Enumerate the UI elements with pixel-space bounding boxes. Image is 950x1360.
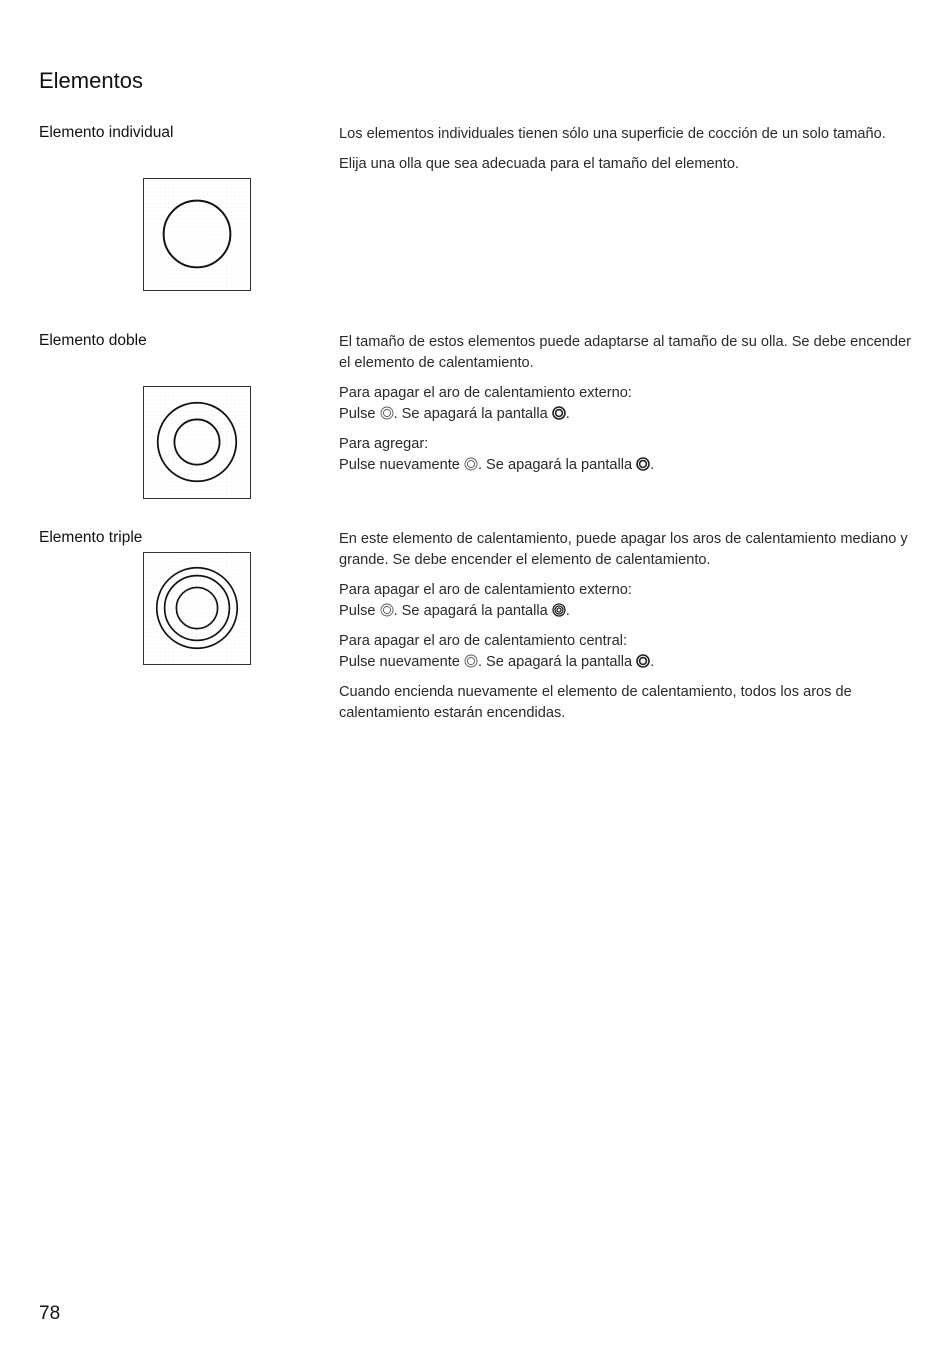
triple-element-diagram-icon bbox=[143, 552, 251, 665]
instruction-text: . Se apagará la pantalla bbox=[477, 457, 637, 473]
paragraph: Cuando encienda nuevamente el elemento de calentamiento, todos los aros de calentamiento estarán encendidas. bbox=[339, 684, 852, 721]
paragraph bbox=[339, 383, 914, 425]
section-title: Elemento doble bbox=[39, 332, 147, 349]
paragraph: Elija una olla que sea adecuada para el tamaño del elemento. bbox=[339, 156, 739, 172]
instruction-text: Pulse bbox=[339, 603, 380, 619]
instruction-text: Pulse bbox=[339, 406, 380, 422]
section-title: Elemento triple bbox=[39, 529, 143, 546]
ring-display-icon bbox=[552, 406, 566, 420]
instruction-text: . bbox=[565, 406, 570, 422]
ring-button-icon bbox=[380, 406, 394, 420]
instruction-text: . Se apagará la pantalla bbox=[477, 654, 637, 670]
instruction-heading: Para apagar el aro de calentamiento central: bbox=[339, 633, 627, 649]
paragraph bbox=[339, 580, 914, 622]
ring-button-icon bbox=[464, 457, 478, 471]
paragraph bbox=[339, 434, 914, 476]
instruction-text: . Se apagará la pantalla bbox=[393, 406, 552, 422]
section-body bbox=[339, 332, 914, 485]
paragraph: Los elementos individuales tienen sólo una superficie de cocción de un solo tamaño. bbox=[339, 126, 886, 142]
instruction-heading: Para apagar el aro de calentamiento externo: bbox=[339, 385, 632, 401]
instruction-heading: Para apagar el aro de calentamiento externo: bbox=[339, 582, 632, 598]
instruction-heading: Para agregar: bbox=[339, 436, 429, 452]
paragraph: En este elemento de calentamiento, puede apagar los aros de calentamiento mediano y grande. Se debe encender el elemento de calentamiento. bbox=[339, 531, 908, 568]
instruction-text: . bbox=[650, 457, 655, 473]
ring-button-icon bbox=[380, 603, 394, 617]
instruction-text: . bbox=[565, 603, 570, 619]
section-body bbox=[339, 529, 914, 733]
page-title: Elementos bbox=[39, 68, 143, 93]
double-element-diagram-icon bbox=[143, 386, 251, 499]
section-body bbox=[339, 124, 914, 184]
section-title: Elemento individual bbox=[39, 124, 174, 141]
instruction-text: . bbox=[650, 654, 655, 670]
ring-display-icon bbox=[552, 603, 566, 617]
ring-display-icon bbox=[636, 457, 650, 471]
paragraph bbox=[339, 631, 914, 673]
instruction-text: . Se apagará la pantalla bbox=[393, 603, 552, 619]
instruction-text: Pulse nuevamente bbox=[339, 457, 464, 473]
instruction-text: Pulse nuevamente bbox=[339, 654, 464, 670]
single-element-diagram-icon bbox=[143, 178, 251, 291]
page-number: 78 bbox=[39, 1303, 61, 1324]
ring-display-icon bbox=[636, 654, 650, 668]
paragraph: El tamaño de estos elementos puede adaptarse al tamaño de su olla. Se debe encender el elemento de calentamiento. bbox=[339, 334, 911, 371]
ring-button-icon bbox=[464, 654, 478, 668]
